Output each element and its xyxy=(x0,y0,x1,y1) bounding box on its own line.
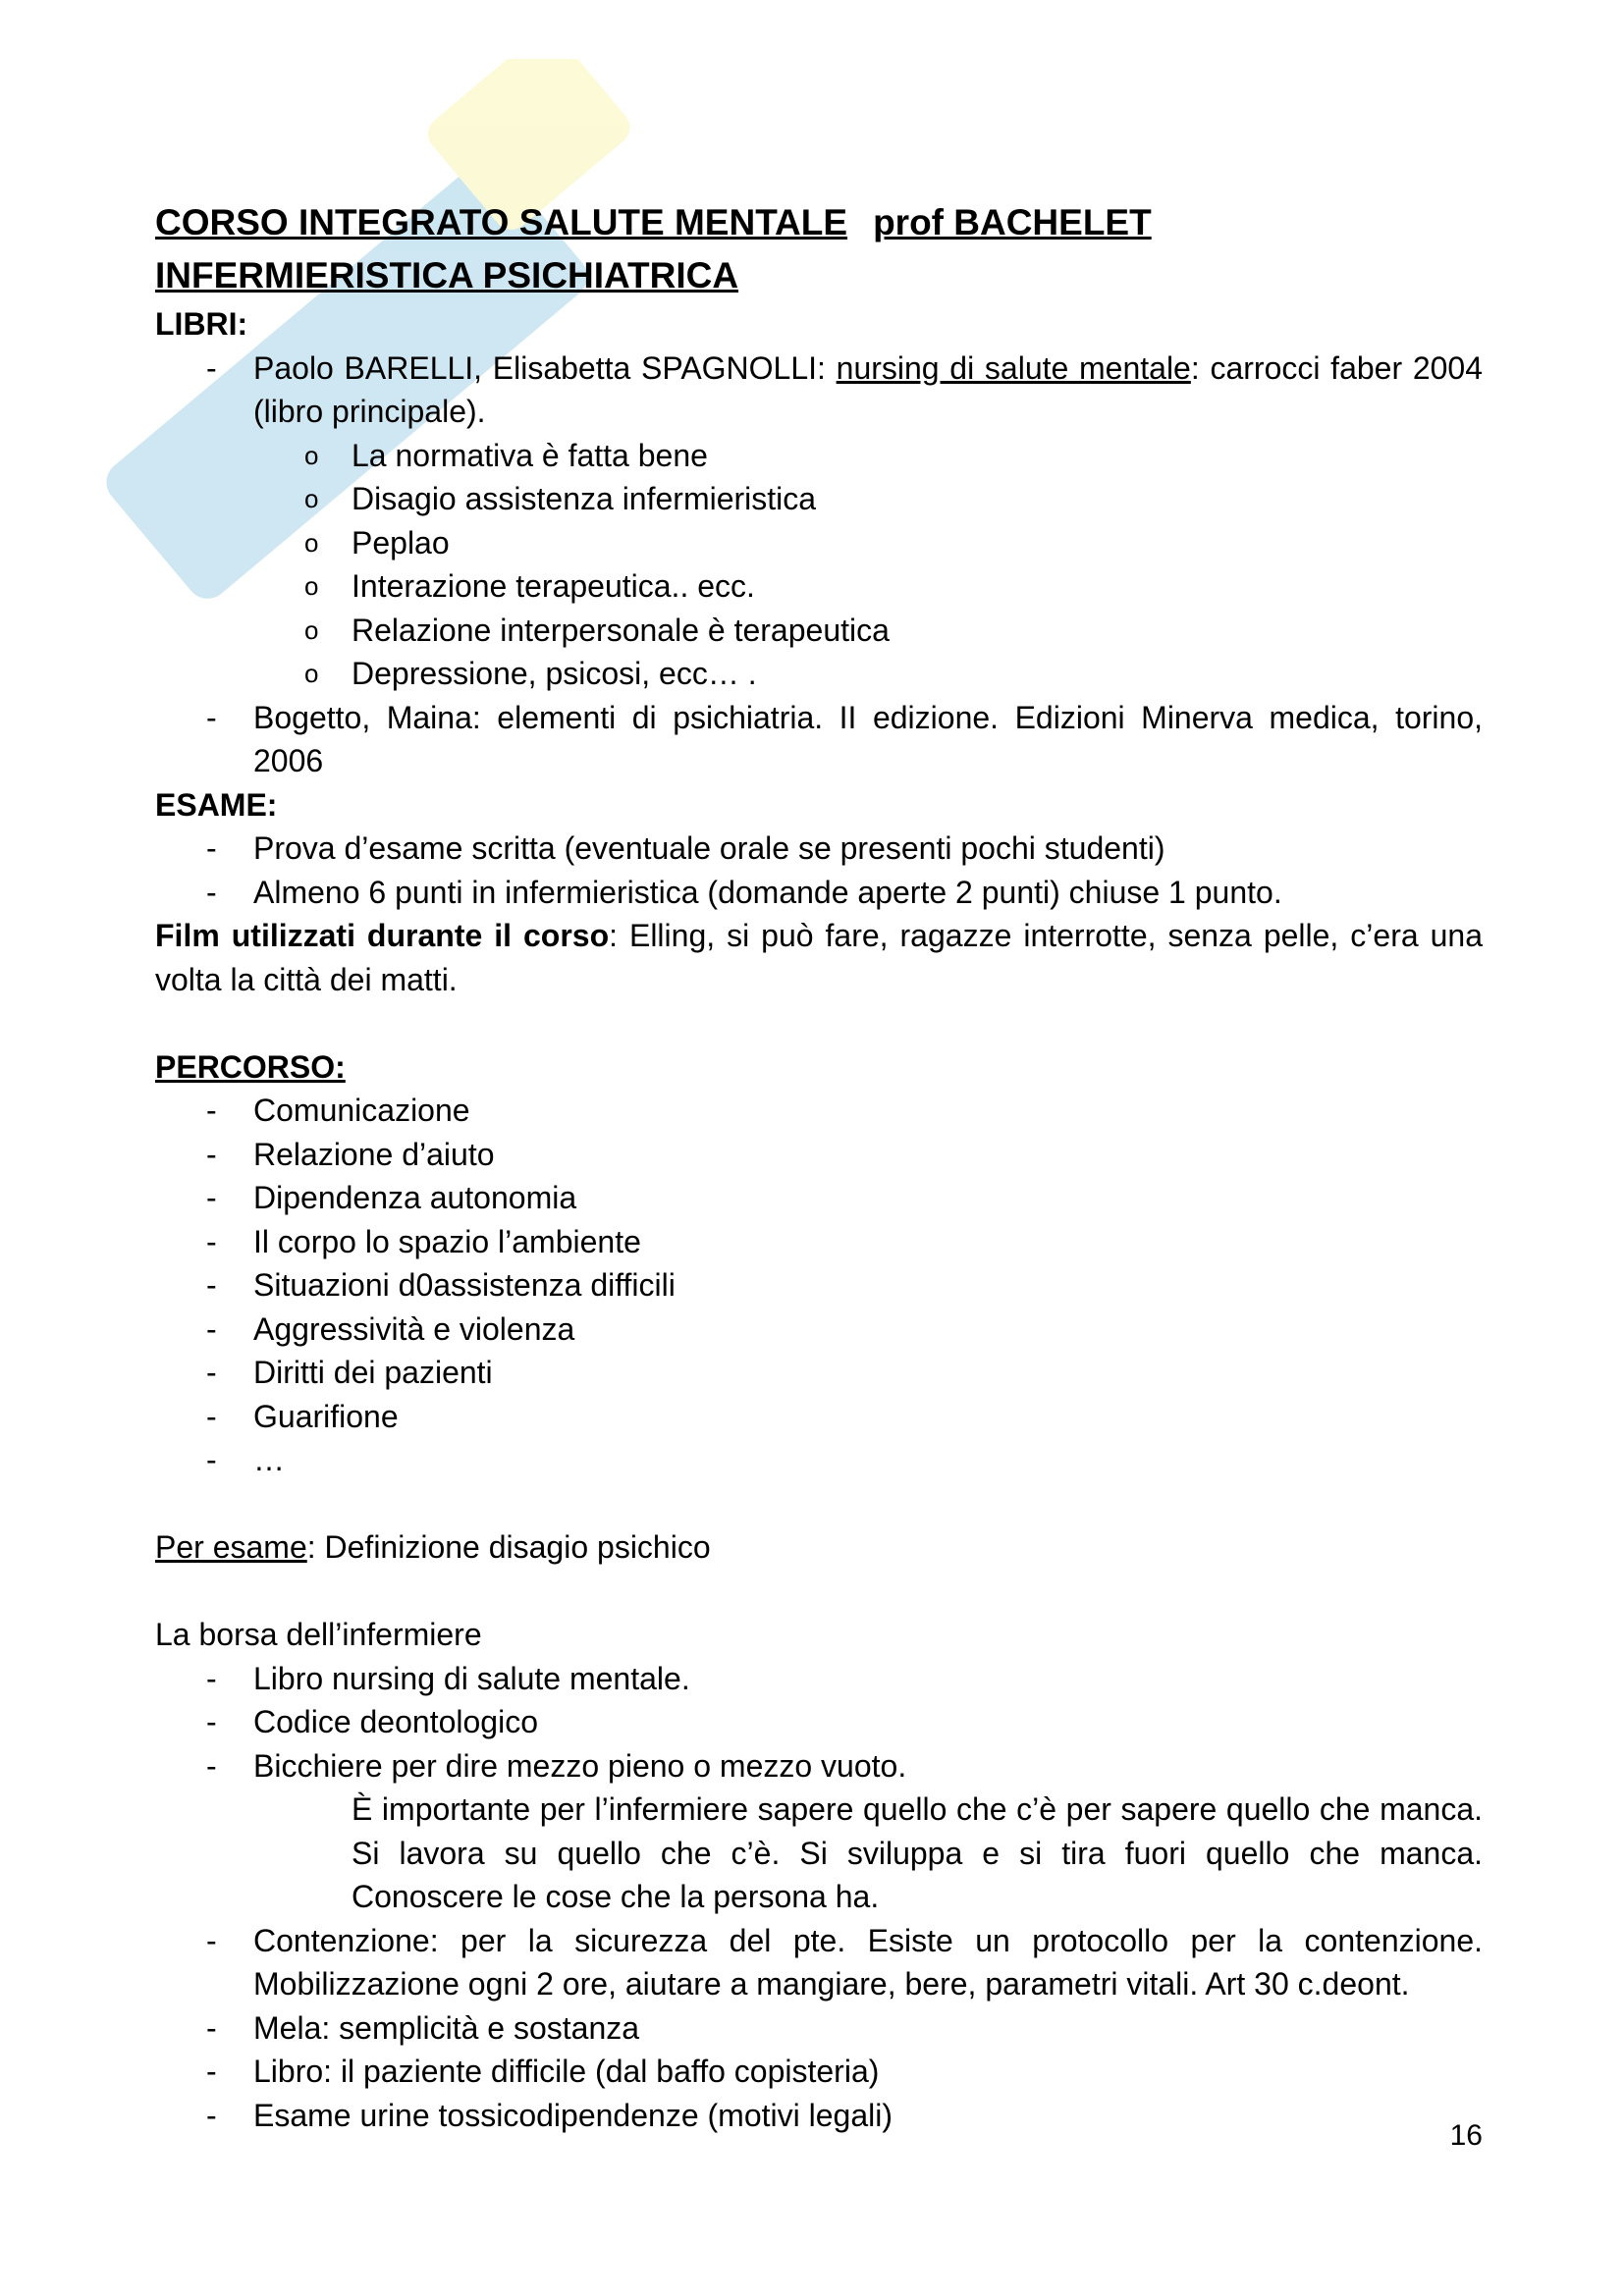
book-1: - Paolo BARELLI, Elisabetta SPAGNOLLI: nursing di salute mentale: carrocci faber 2004 (libro principale). xyxy=(155,347,1483,434)
list-item: - Esame urine tossicodipendenze (motivi legali) xyxy=(155,2094,1483,2138)
list-item: - Situazioni d0assistenza difficili xyxy=(155,1263,1483,1308)
list-item: - … xyxy=(155,1438,1483,1482)
list-item: - Diritti dei pazienti xyxy=(155,1351,1483,1395)
document-page xyxy=(155,196,1483,2137)
bicchiere-note: È importante per l’infermiere sapere quello che c’è per sapere quello che manca. Si lavora su quello che c’è. Si sviluppa e si tira fuori quello che manca. Conoscere le cose che la persona ha. xyxy=(352,1791,1483,1914)
list-item: o Interazione terapeutica.. ecc. xyxy=(155,564,1483,609)
course-subtitle: INFERMIERISTICA PSICHIATRICA xyxy=(155,255,739,295)
film-paragraph: Film utilizzati durante il corso: Elling, si può fare, ragazze interrotte, senza pelle, c’era una volta la città dei matti. xyxy=(155,918,1484,997)
list-item: o Peplao xyxy=(155,521,1483,565)
per-esame-line: Per esame: Definizione disagio psichico xyxy=(155,1529,711,1565)
list-item: - Il corpo lo spazio l’ambiente xyxy=(155,1220,1483,1264)
borsa-heading: La borsa dell’infermiere xyxy=(155,1617,482,1652)
libri-list-2 xyxy=(155,696,1483,783)
list-item: - Mela: semplicità e sostanza xyxy=(155,2006,1483,2051)
page-number: 16 xyxy=(1449,2119,1483,2152)
list-item: - Prova d’esame scritta (eventuale orale se presenti pochi studenti) xyxy=(155,827,1483,871)
book-1-title: nursing di salute mentale xyxy=(836,349,1191,386)
list-item: - Libro: il paziente difficile (dal baffo copisteria) xyxy=(155,2050,1483,2094)
list-item: - Dipendenza autonomia xyxy=(155,1176,1483,1220)
libri-heading: LIBRI: xyxy=(155,306,248,342)
borsa-list-2 xyxy=(155,1919,1483,2138)
book-1-topics xyxy=(155,434,1483,696)
list-item: - Comunicazione xyxy=(155,1089,1483,1133)
list-item: - Bicchiere per dire mezzo pieno o mezzo vuoto. xyxy=(155,1744,1483,1789)
percorso-list xyxy=(155,1089,1483,1482)
borsa-list xyxy=(155,1657,1483,1789)
esame-heading: ESAME: xyxy=(155,786,278,823)
book-2: - Bogetto, Maina: elementi di psichiatria. II edizione. Edizioni Minerva medica, torino, 2006 xyxy=(155,696,1483,783)
esame-list xyxy=(155,827,1483,914)
list-item: - Almeno 6 punti in infermieristica (domande aperte 2 punti) chiuse 1 punto. xyxy=(155,871,1483,915)
list-item: - Codice deontologico xyxy=(155,1700,1483,1744)
course-title: CORSO INTEGRATO SALUTE MENTALE prof BACHELET xyxy=(155,202,1152,242)
list-item: o La normativa è fatta bene xyxy=(155,434,1483,478)
list-item: - Libro nursing di salute mentale. xyxy=(155,1657,1483,1701)
list-item: - Relazione d’aiuto xyxy=(155,1133,1483,1177)
list-item: o Relazione interpersonale è terapeutica xyxy=(155,609,1483,653)
percorso-heading: PERCORSO: xyxy=(155,1048,346,1085)
libri-list xyxy=(155,347,1483,434)
list-item: - Aggressività e violenza xyxy=(155,1308,1483,1352)
list-item: - Contenzione: per la sicurezza del pte. Esiste un protocollo per la contenzione. Mobilizzazione ogni 2 ore, aiutare a mangiare, bere, parametri vitali. Art 30 c.deont. xyxy=(155,1919,1483,2006)
list-item: - Guarifione xyxy=(155,1395,1483,1439)
list-item: o Disagio assistenza infermieristica xyxy=(155,477,1483,521)
list-item: o Depressione, psicosi, ecc… . xyxy=(155,652,1483,696)
